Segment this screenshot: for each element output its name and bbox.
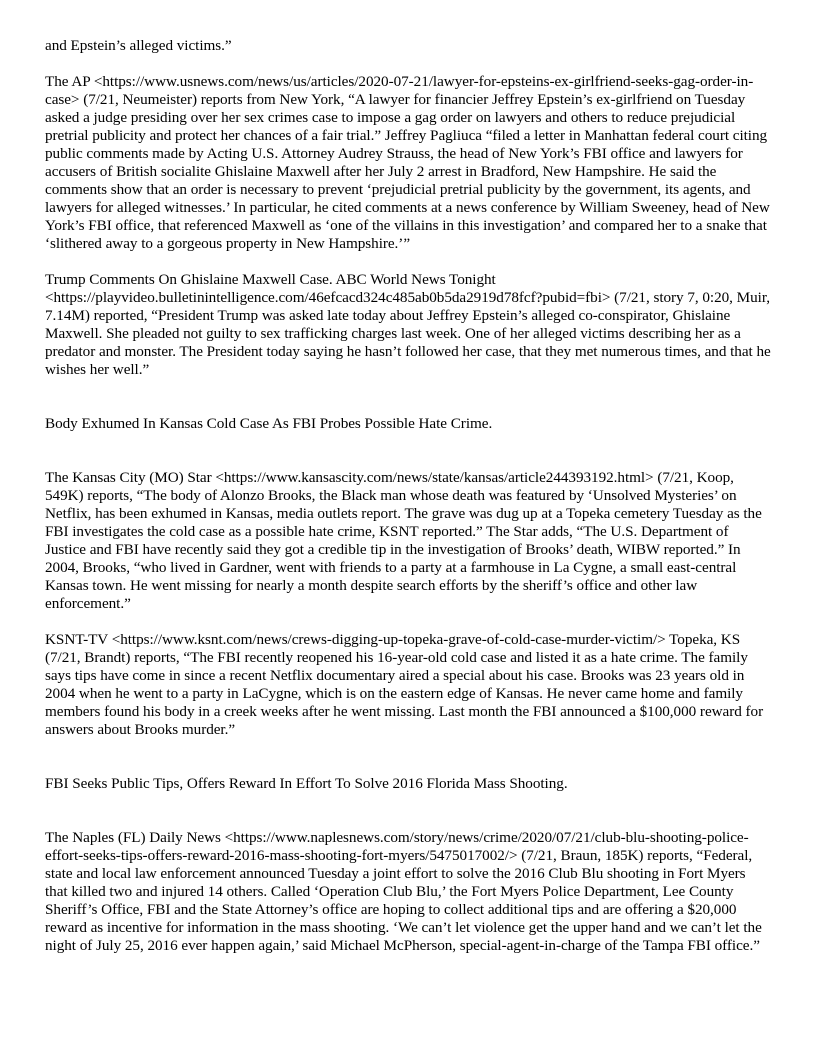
headline-florida-mass-shooting: FBI Seeks Public Tips, Offers Reward In Effort To Solve 2016 Florida Mass Shooting. [45,775,568,792]
paragraph-trump-maxwell: Trump Comments On Ghislaine Maxwell Case. ABC World News Tonight <https://playvideo.bulletinintelligence.com/46efcacd324c485ab0b5da2919d78fcf?pubid=fbi> (7/21, story 7, 0:20, Muir, 7.14M) reported, “President Trump was asked late today about Jeffrey Epstein’s alleged co-conspirator, Ghislaine Maxwell. She pleaded not guilty to sex trafficking charges last week. One of her alleged victims describing her as a predator and monster. The President today saying he hasn’t followed her case, that they met numerous times, and that he wishes her well.” [45,271,771,378]
paragraph-naples-daily-news: The Naples (FL) Daily News <https://www.naplesnews.com/story/news/crime/2020/07/21/club-blu-shooting-police-effort-seeks-tips-offers-reward-2016-mass-shooting-fort-myers/5475017002/> (7/21, Braun, 185K) reports, “Federal, state and local law enforcement announced Tuesday a joint effort to solve the 2016 Club Blu shooting in Fort Myers that killed two and injured 14 others. Called ‘Operation Club Blu,’ the Fort Myers Police Department, Lee County Sheriff’s Office, FBI and the State Attorney’s office are hoping to collect additional tips and are offering a $20,000 reward as incentive for information in the mass shooting. ‘We can’t let violence get the upper hand and we can’t let the night of July 25, 2016 ever happen again,’ said Michael McPherson, special-agent-in-charge of the Tampa FBI office.” [45,829,762,954]
section-spacer [45,739,771,775]
paragraph-spacer [45,613,771,631]
paragraph-epstein-victims-tail: and Epstein’s alleged victims.” [45,37,232,54]
paragraph-kansas-city-star: The Kansas City (MO) Star <https://www.kansascity.com/news/state/kansas/article244393192.html> (7/21, Koop, 549K) reports, “The body of Alonzo Brooks, the Black man whose death was featured by ‘Unsolved Mysteries’ on Netflix, has been exhumed in Kansas, media outlets report. The grave was dug up at a Topeka cemetery Tuesday as the FBI investigates the cold case as a possible hate crime, KSNT reported.” The Star adds, “The U.S. Department of Justice and FBI have recently said they got a credible tip in the investigation of Brooks’ death, WIBW reported.” In 2004, Brooks, “who lived in Gardner, went with friends to a party at a farmhouse in La Cygne, a small east-central Kansas town. He went missing for nearly a month despite search efforts by the sheriff’s office and other law enforcement.” [45,469,762,612]
paragraph-spacer [45,55,771,73]
paragraph-ap-gag-order: The AP <https://www.usnews.com/news/us/articles/2020-07-21/lawyer-for-epsteins-ex-girlfriend-seeks-gag-order-in-case> (7/21, Neumeister) reports from New York, “A lawyer for financier Jeffrey Epstein’s ex-girlfriend on Tuesday asked a judge presiding over her sex crimes case to impose a gag order on lawyers and others to reduce prejudicial pretrial publicity and protect her chances of a fair trial.” Jeffrey Pagliuca “filed a letter in Manhattan federal court citing public comments made by Acting U.S. Attorney Audrey Strauss, the head of New York’s FBI office and lawyers for accusers of British socialite Ghislaine Maxwell after her July 2 arrest in Bradford, New Hampshire. He said the comments show that an order is necessary to prevent ‘prejudicial pretrial publicity by the government, its agents, and lawyers for alleged witnesses.’ In particular, he cited comments at a news conference by William Sweeney, head of New York’s FBI office, that referenced Maxwell as ‘one of the villains in this investigation’ and compared her to a snake that ‘slithered away to a gorgeous property in New Hampshire.’” [45,73,770,252]
section-spacer [45,433,771,469]
paragraph-ksnt-tv: KSNT-TV <https://www.ksnt.com/news/crews-digging-up-topeka-grave-of-cold-case-murder-victim/> Topeka, KS (7/21, Brandt) reports, “The FBI recently reopened his 16-year-old cold case and listed it as a hate crime. The family says tips have come in since a recent Netflix documentary aired a special about his case. Brooks was 23 years old in 2004 when he went to a party in LaCygne, which is on the eastern edge of Kansas. He never came home and family members found his body in a creek weeks after he went missing. Last month the FBI announced a $100,000 reward for answers about Brooks murder.” [45,631,764,738]
section-spacer [45,379,771,415]
document-page [45,37,771,955]
paragraph-spacer [45,253,771,271]
section-spacer [45,793,771,829]
headline-kansas-cold-case: Body Exhumed In Kansas Cold Case As FBI Probes Possible Hate Crime. [45,415,493,432]
